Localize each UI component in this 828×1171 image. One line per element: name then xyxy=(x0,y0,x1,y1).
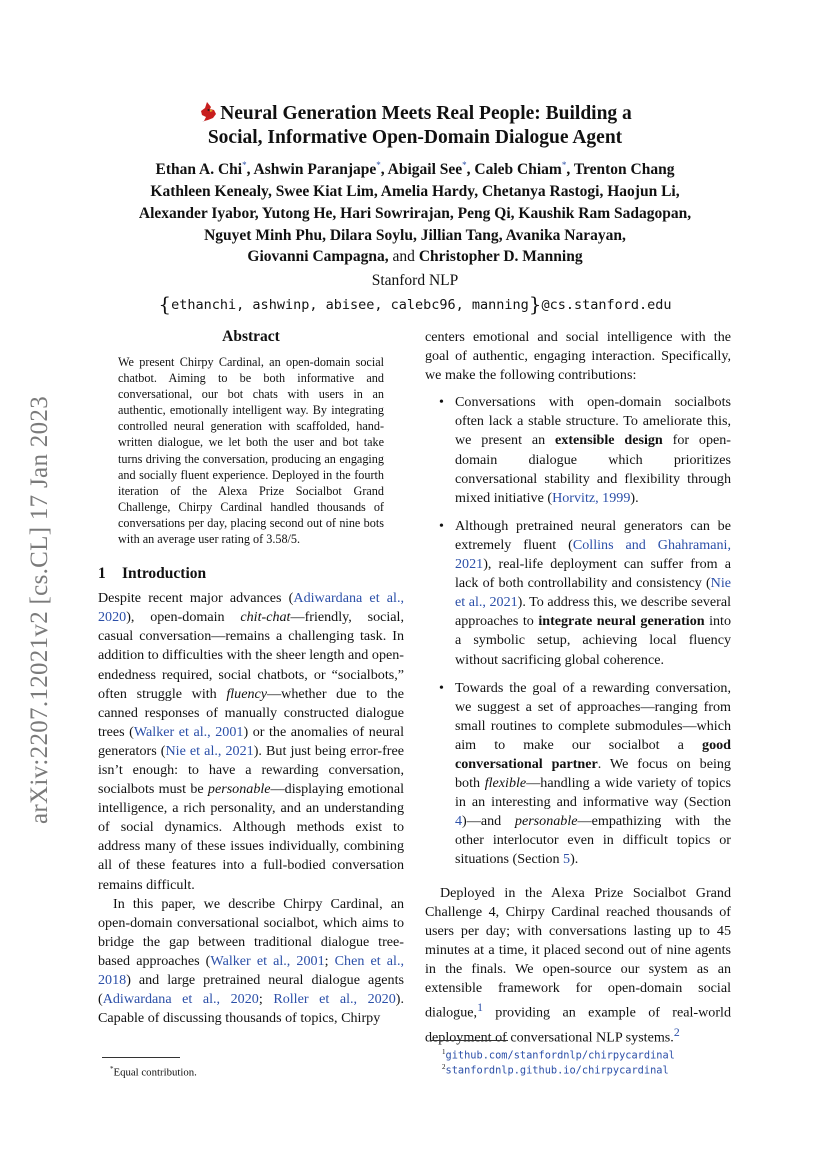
footnote-mark: 1 xyxy=(442,1048,446,1056)
text-run: ) or the anomalies of neural generators ( xyxy=(98,723,404,759)
paper-title xyxy=(100,100,730,150)
abstract-text: We present Chirpy Cardinal, an open-domain social chatbot. Aiming to be both informative and conversational, our bot chats with users in an authentic, emotionally intelligent way. By integrating controlled neural generation with scaffolded, hand-written dialogue, we let both the user and bot take turns driving the conversation, producing an engaging and socially fluent experience. Deployed in the fourth iteration of the Alexa Prize Socialbot Grand Challenge, Chirpy Cardinal handled thousands of conversations per day, placing second out of nine bots with an average user rating of 3.58/5. xyxy=(118,355,384,547)
citation-link[interactable]: Collins and Ghahramani, 2021 xyxy=(455,536,731,573)
and-word: and xyxy=(392,248,415,266)
author: Giovanni Campagna xyxy=(247,248,385,266)
text-run: into a symbolic setup, achieving local fluency without sacrificing global coherence. xyxy=(455,613,732,668)
author: Abigail See xyxy=(387,161,463,179)
text-run: for open-domain dialogue which prioritizes conversational stability and flexibility through mixed initiative ( xyxy=(455,432,732,506)
emphasis: fluency xyxy=(226,685,268,702)
author: Dilara Soylu xyxy=(329,226,413,244)
text-run: ). But just being error-free isn’t enough: to have a rewarding conversation, socialbots must be xyxy=(98,742,404,798)
footnote-link[interactable]: 1 xyxy=(477,1001,483,1015)
footnote-2 xyxy=(442,1060,669,1078)
citation-link[interactable]: Adiwardana et al., 2020 xyxy=(102,991,259,1008)
list-item xyxy=(455,679,731,870)
author: Ashwin Paranjape xyxy=(253,161,377,179)
author: Christopher D. Manning xyxy=(418,248,583,266)
author: Peng Qi xyxy=(457,204,511,222)
paper-title-block xyxy=(100,100,730,150)
author-emails xyxy=(100,292,730,316)
citation-link[interactable]: Walker et al., 2001 xyxy=(210,952,325,969)
text-run: . We focus on being both xyxy=(455,755,731,792)
footnote-divider xyxy=(430,1040,508,1041)
emphasis: personable xyxy=(514,813,578,830)
footnote-link[interactable]: 2 xyxy=(673,1025,680,1039)
citation-link[interactable]: Chen et al., 2018 xyxy=(98,952,405,988)
right-column xyxy=(425,328,731,1048)
intro-paragraph-2 xyxy=(98,895,404,1029)
affiliation: Stanford NLP xyxy=(371,272,459,289)
deployment-paragraph xyxy=(425,884,731,1048)
open-brace-icon: { xyxy=(158,292,172,316)
text-run: ). To address this, we describe several approaches to xyxy=(455,594,731,630)
email-usernames: ethanchi, ashwinp, abisee, calebc96, manning xyxy=(171,297,529,313)
text-run: Despite recent major advances ( xyxy=(98,590,294,607)
title-line-1: Neural Generation Meets Real People: Building a xyxy=(220,103,632,124)
citation-link[interactable]: Nie et al., 2021 xyxy=(455,575,731,611)
footnote-url[interactable]: stanfordnlp.github.io/chirpycardinal xyxy=(445,1064,669,1077)
author-list: Ethan A. Chi*, Ashwin Paranjape*, Abigail See*, Caleb Chiam*, Trenton Chang Kathleen Kenealy, Swee Kiat Lim, Amelia Hardy, Chetanya Rastogi, Haojun Li, Alexander Iyabor, Yutong He, Hari Sowrirajan, Peng Qi, Kaushik Ram Sadagopan, Nguyet Minh Phu, Dilara Soylu, Jillian Tang, Avanika Narayan, Giovanni Campagna, and Christopher D. Manning xyxy=(138,160,692,266)
emphasis: chit-chat xyxy=(240,609,291,626)
text-run: Although pretrained neural generators can be extremely fluent ( xyxy=(455,517,731,553)
citation-link[interactable]: Roller et al., 2020 xyxy=(273,991,396,1008)
bold-phrase: extensible design xyxy=(555,432,663,449)
author: Avanika Narayan xyxy=(505,226,623,244)
footnote-text: Equal contribution. xyxy=(113,1066,197,1079)
arxiv-sidebar xyxy=(20,375,60,845)
bold-phrase: integrate neural generation xyxy=(538,613,705,630)
footnote-mark: 2 xyxy=(442,1063,446,1071)
equal-contribution-mark: * xyxy=(242,160,247,170)
section-number: 1 xyxy=(98,565,106,583)
text-run: Towards the goal of a rewarding conversation, we suggest a set of approaches—ranging from small routines to complete submodules—which aim to make our socialbot a xyxy=(455,679,731,753)
equal-contribution-mark: * xyxy=(376,160,381,170)
abstract-heading: Abstract xyxy=(222,328,280,345)
text-run: —handling a wide variety of topics in an interesting and informative way (Section xyxy=(455,775,731,811)
author: Amelia Hardy xyxy=(380,182,475,200)
close-brace-icon: } xyxy=(528,292,542,316)
intro-paragraph-1 xyxy=(98,589,404,895)
text-run: ; xyxy=(324,952,335,969)
cardinal-bird-icon xyxy=(198,100,218,122)
text-run: ) and large pretrained neural dialogue agents ( xyxy=(98,972,404,1008)
author: Swee Kiat Lim xyxy=(275,182,374,200)
emphasis: flexible xyxy=(484,775,527,792)
citation-link[interactable]: Nie et al., 2021 xyxy=(165,742,254,759)
text-run: —empathizing with the other interlocutor even in difficult topics or situations (Section xyxy=(455,813,731,868)
text-run: ). Capable of discussing thousands of topics, Chirpy xyxy=(98,991,404,1027)
text-run: ). xyxy=(570,851,579,868)
footnote-divider xyxy=(102,1057,180,1058)
equal-contribution-mark: * xyxy=(561,160,567,170)
citation-link[interactable]: Adiwardana et al., 2020 xyxy=(98,590,404,626)
equal-contribution-mark: * xyxy=(462,160,467,170)
bold-phrase: good conversational partner xyxy=(455,736,731,772)
text-run: —whether due to the canned responses of manually constructed dialogue trees ( xyxy=(98,685,404,740)
author: Chetanya Rastogi xyxy=(481,182,600,200)
section-link[interactable]: 5 xyxy=(563,851,571,868)
text-run: Deployed in the Alexa Prize Socialbot Grand Challenge 4, Chirpy Cardinal reached thousands of users per day; with conversations lasting up to 45 minutes at a time, it placed second out of nine agents in the finals. We open-source our system as an extensible framework for open-domain social dialogue, xyxy=(425,884,731,1021)
text-run: ; xyxy=(258,991,274,1008)
contributions-intro: centers emotional and social intelligence with the goal of authentic, engaging interaction. Specifically, we make the following contributions: xyxy=(425,329,731,384)
author: Hari Sowrirajan xyxy=(340,204,450,222)
emphasis: personable xyxy=(207,781,271,798)
author: Jillian Tang xyxy=(420,226,499,244)
author: Caleb Chiam xyxy=(474,161,562,179)
text-run: Conversations with open-domain socialbots often lack a stable structure. To ameliorate this, we present an xyxy=(455,394,731,449)
author: Nguyet Minh Phu xyxy=(204,226,323,244)
section-title: Introduction xyxy=(122,565,207,583)
section-link[interactable]: 4 xyxy=(455,813,463,830)
author: Trenton Chang xyxy=(573,161,675,179)
contributions-list xyxy=(425,393,731,869)
arxiv-identifier: arXiv:2207.12021v2 [cs.CL] 17 Jan 2023 xyxy=(26,395,53,825)
text-run: ). xyxy=(630,489,639,506)
author: Kaushik Ram Sadagopan xyxy=(518,204,688,222)
citation-link[interactable]: Horvitz, 1999 xyxy=(552,489,631,506)
author: Kathleen Kenealy xyxy=(150,182,268,200)
list-item xyxy=(455,517,731,670)
left-column xyxy=(98,328,404,1028)
text-run: —friendly, social, casual conversation—remains a challenging task. In addition to difficulties with the sheer length and open-endedness required, social chatbots, or “socialbots,” often struggle with xyxy=(98,609,404,702)
author: Ethan A. Chi xyxy=(155,161,243,179)
text-run: —displaying emotional intelligence, a rich personality, and an understanding of social dynamics. Although methods exist to address many of these issues individually, combining all of these features into a full-bodied conversation remains difficult. xyxy=(98,781,404,893)
text-run: In this paper, we describe Chirpy Cardinal, an open-domain conversational socialbot, which aims to bridge the gap between traditional dialogue tree-based approaches ( xyxy=(98,895,404,969)
footnote-url[interactable]: github.com/stanfordnlp/chirpycardinal xyxy=(445,1049,675,1062)
citation-link[interactable]: Walker et al., 2001 xyxy=(133,723,244,740)
footnote-mark: * xyxy=(110,1065,114,1073)
list-item xyxy=(455,393,731,508)
author: Yutong He xyxy=(261,204,333,222)
email-domain: @cs.stanford.edu xyxy=(541,297,672,313)
text-run: ), open-domain xyxy=(126,609,241,626)
section-heading-introduction xyxy=(98,565,404,583)
text-run: ), real-life deployment can suffer from a lack of both controllability and consistency ( xyxy=(455,556,731,592)
author: Alexander Iyabor xyxy=(138,204,255,222)
text-run: providing an example of real-world deployment of conversational NLP systems. xyxy=(425,1004,731,1046)
author: Haojun Li xyxy=(607,182,676,200)
text-run: )—and xyxy=(462,813,515,830)
title-line-2: Social, Informative Open-Domain Dialogue Agent xyxy=(207,127,623,148)
footnote-equal-contribution xyxy=(110,1062,197,1080)
